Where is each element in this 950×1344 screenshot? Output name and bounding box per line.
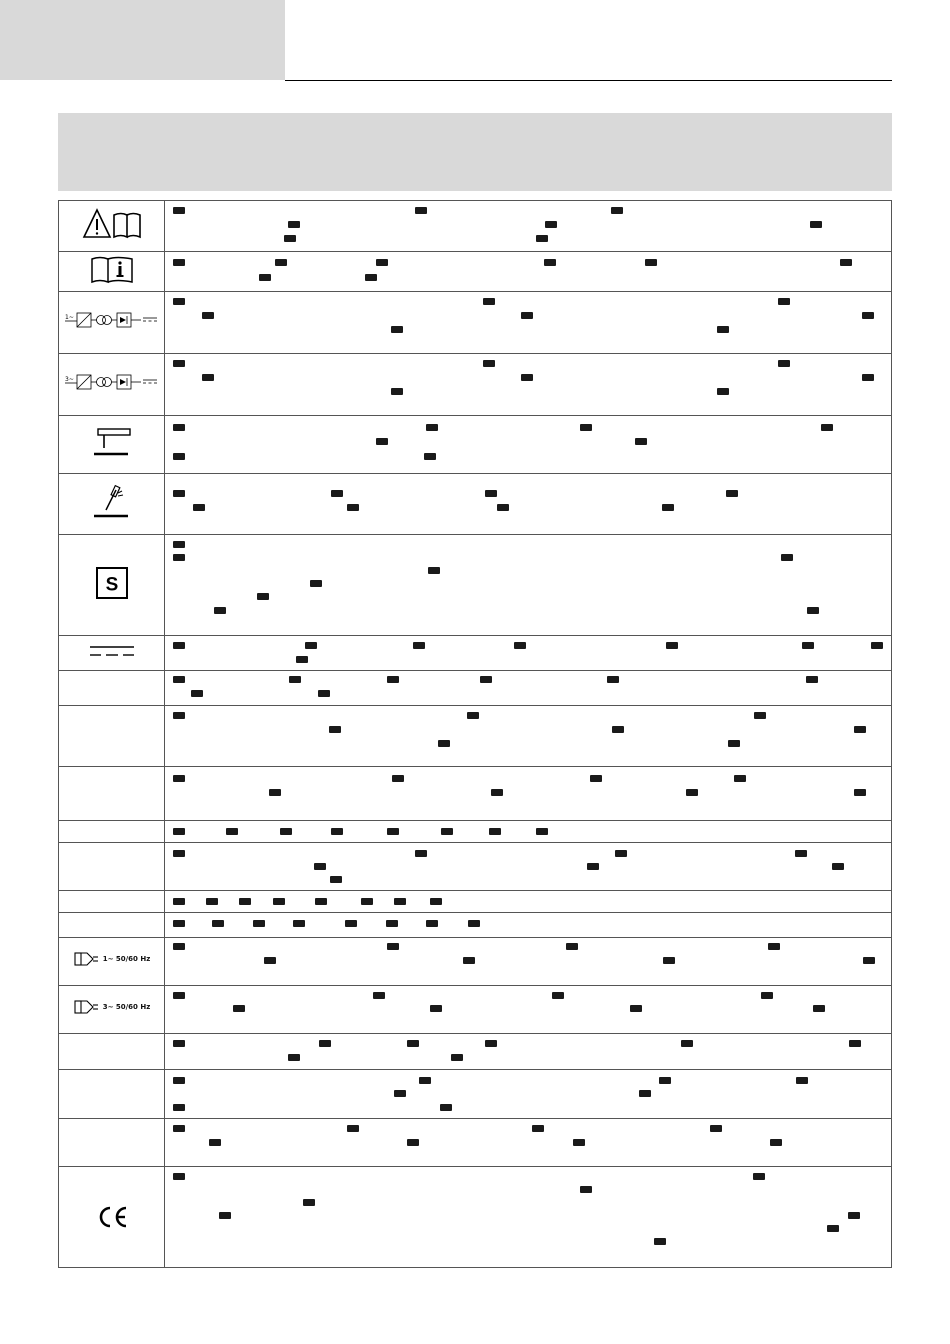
description-cell	[165, 1167, 892, 1268]
table-row	[59, 474, 892, 535]
description-cell	[165, 671, 892, 706]
redacted-mark	[681, 1040, 693, 1047]
symbol-cell	[59, 1167, 165, 1268]
redacted-mark	[173, 642, 185, 649]
redacted-mark	[173, 1173, 185, 1180]
symbol-cell	[59, 292, 165, 354]
description-cell	[165, 252, 892, 292]
redacted-mark	[781, 554, 793, 561]
description-cell	[165, 843, 892, 891]
redacted-mark	[407, 1139, 419, 1146]
symbol-cell	[59, 821, 165, 843]
plug-icon	[73, 997, 151, 1017]
warning-manual-icon	[82, 207, 142, 241]
redacted-mark	[214, 607, 226, 614]
symbol-cell	[59, 416, 165, 474]
redacted-mark	[394, 1090, 406, 1097]
symbol-cell	[59, 913, 165, 938]
redacted-mark	[848, 1212, 860, 1219]
table-row	[59, 891, 892, 913]
symbol-cell	[59, 201, 165, 252]
description-cell	[165, 292, 892, 354]
description-cell	[165, 938, 892, 986]
redacted-mark	[173, 898, 185, 905]
redacted-mark	[419, 1077, 431, 1084]
symbol-cell	[59, 706, 165, 767]
redacted-mark	[489, 828, 501, 835]
redacted-mark	[280, 828, 292, 835]
redacted-mark	[259, 274, 271, 281]
redacted-mark	[753, 1173, 765, 1180]
redacted-mark	[319, 1040, 331, 1047]
redacted-mark	[173, 850, 185, 857]
redacted-mark	[173, 992, 185, 999]
redacted-mark	[497, 504, 509, 511]
redacted-mark	[441, 828, 453, 835]
redacted-mark	[173, 453, 185, 460]
redacted-mark	[394, 898, 406, 905]
redacted-mark	[521, 312, 533, 319]
redacted-mark	[827, 1225, 839, 1232]
redacted-mark	[717, 388, 729, 395]
description-cell	[165, 535, 892, 636]
symbol-table	[58, 200, 892, 1268]
symbol-cell	[59, 891, 165, 913]
redacted-mark	[387, 676, 399, 683]
redacted-mark	[391, 326, 403, 333]
redacted-mark	[761, 992, 773, 999]
redacted-mark	[173, 541, 185, 548]
redacted-mark	[305, 642, 317, 649]
redacted-mark	[717, 326, 729, 333]
redacted-mark	[424, 453, 436, 460]
redacted-mark	[202, 312, 214, 319]
redacted-mark	[468, 920, 480, 927]
redacted-mark	[253, 920, 265, 927]
redacted-mark	[639, 1090, 651, 1097]
redacted-mark	[310, 580, 322, 587]
redacted-mark	[483, 298, 495, 305]
redacted-mark	[345, 920, 357, 927]
redacted-mark	[778, 298, 790, 305]
redacted-mark	[849, 1040, 861, 1047]
redacted-mark	[173, 1077, 185, 1084]
redacted-mark	[413, 642, 425, 649]
redacted-mark	[288, 1054, 300, 1061]
redacted-mark	[212, 920, 224, 927]
single-phase-inverter-icon	[65, 311, 159, 329]
redacted-mark	[536, 828, 548, 835]
table-row	[59, 706, 892, 767]
redacted-mark	[514, 642, 526, 649]
table-row	[59, 767, 892, 821]
table-row	[59, 821, 892, 843]
redacted-mark	[832, 863, 844, 870]
redacted-mark	[813, 1005, 825, 1012]
redacted-mark	[330, 876, 342, 883]
symbol-cell	[59, 1034, 165, 1070]
redacted-mark	[821, 424, 833, 431]
table-row	[59, 913, 892, 938]
redacted-mark	[662, 504, 674, 511]
redacted-mark	[871, 642, 883, 649]
symbol-cell	[59, 767, 165, 821]
description-cell	[165, 1034, 892, 1070]
description-cell	[165, 767, 892, 821]
redacted-mark	[173, 554, 185, 561]
redacted-mark	[273, 898, 285, 905]
redacted-mark	[659, 1077, 671, 1084]
redacted-mark	[415, 850, 427, 857]
redacted-mark	[173, 920, 185, 927]
redacted-mark	[415, 207, 427, 214]
redacted-mark	[768, 943, 780, 950]
redacted-mark	[331, 490, 343, 497]
redacted-mark	[645, 259, 657, 266]
redacted-mark	[480, 676, 492, 683]
redacted-mark	[361, 898, 373, 905]
symbol-cell	[59, 354, 165, 416]
redacted-mark	[173, 298, 185, 305]
redacted-mark	[206, 898, 218, 905]
description-cell	[165, 636, 892, 671]
description-cell	[165, 706, 892, 767]
redacted-mark	[303, 1199, 315, 1206]
redacted-mark	[219, 1212, 231, 1219]
symbol-cell	[59, 938, 165, 986]
description-cell	[165, 891, 892, 913]
table-row	[59, 671, 892, 706]
redacted-mark	[485, 1040, 497, 1047]
svg-text:S: S	[105, 574, 118, 595]
redacted-mark	[329, 726, 341, 733]
redacted-mark	[635, 438, 647, 445]
redacted-mark	[536, 235, 548, 242]
redacted-mark	[521, 374, 533, 381]
redacted-mark	[728, 740, 740, 747]
table-row	[59, 1070, 892, 1119]
table-row	[59, 292, 892, 354]
redacted-mark	[376, 259, 388, 266]
redacted-mark	[269, 789, 281, 796]
redacted-mark	[275, 259, 287, 266]
redacted-mark	[284, 235, 296, 242]
table-row	[59, 1167, 892, 1268]
description-cell	[165, 821, 892, 843]
redacted-mark	[590, 775, 602, 782]
description-cell	[165, 986, 892, 1034]
redacted-mark	[288, 221, 300, 228]
symbol-cell	[59, 252, 165, 292]
redacted-mark	[426, 424, 438, 431]
redacted-mark	[580, 424, 592, 431]
redacted-mark	[796, 1077, 808, 1084]
redacted-mark	[407, 1040, 419, 1047]
redacted-mark	[173, 712, 185, 719]
redacted-mark	[545, 221, 557, 228]
table-row	[59, 986, 892, 1034]
plug-label: 3~ 50/60 Hz	[102, 1003, 151, 1011]
symbol-cell	[59, 474, 165, 535]
table-row	[59, 1119, 892, 1167]
direct-current-icon	[88, 643, 136, 659]
redacted-mark	[612, 726, 624, 733]
redacted-mark	[293, 920, 305, 927]
redacted-mark	[566, 943, 578, 950]
redacted-mark	[573, 1139, 585, 1146]
redacted-mark	[173, 1125, 185, 1132]
redacted-mark	[726, 490, 738, 497]
redacted-mark	[173, 1104, 185, 1111]
description-cell	[165, 1119, 892, 1167]
redacted-mark	[193, 504, 205, 511]
section-tab	[0, 0, 285, 80]
redacted-mark	[778, 360, 790, 367]
table-row	[59, 354, 892, 416]
symbol-cell	[59, 671, 165, 706]
redacted-mark	[233, 1005, 245, 1012]
redacted-mark	[430, 1005, 442, 1012]
table-row	[59, 843, 892, 891]
table-row	[59, 1034, 892, 1070]
redacted-mark	[173, 943, 185, 950]
redacted-mark	[264, 957, 276, 964]
redacted-mark	[795, 850, 807, 857]
symbol-cell	[59, 986, 165, 1034]
description-cell	[165, 354, 892, 416]
redacted-mark	[257, 593, 269, 600]
redacted-mark	[392, 775, 404, 782]
redacted-mark	[173, 490, 185, 497]
redacted-mark	[289, 676, 301, 683]
redacted-mark	[483, 360, 495, 367]
redacted-mark	[552, 992, 564, 999]
redacted-mark	[387, 943, 399, 950]
svg-text:1~: 1~	[64, 314, 74, 321]
redacted-mark	[173, 828, 185, 835]
redacted-mark	[630, 1005, 642, 1012]
table-row	[59, 938, 892, 986]
redacted-mark	[173, 676, 185, 683]
redacted-mark	[315, 898, 327, 905]
tig-welding-icon	[90, 426, 134, 458]
redacted-mark	[373, 992, 385, 999]
redacted-mark	[802, 642, 814, 649]
redacted-mark	[770, 1139, 782, 1146]
redacted-mark	[386, 920, 398, 927]
info-manual-icon	[90, 254, 134, 284]
redacted-mark	[347, 1125, 359, 1132]
redacted-mark	[863, 957, 875, 964]
redacted-mark	[840, 259, 852, 266]
table-row	[59, 636, 892, 671]
redacted-mark	[430, 898, 442, 905]
description-cell	[165, 474, 892, 535]
symbol-cell	[59, 843, 165, 891]
redacted-mark	[467, 712, 479, 719]
redacted-mark	[544, 259, 556, 266]
redacted-mark	[485, 490, 497, 497]
symbol-cell	[59, 535, 165, 636]
redacted-mark	[173, 360, 185, 367]
table-row	[59, 416, 892, 474]
redacted-mark	[854, 726, 866, 733]
redacted-mark	[173, 1040, 185, 1047]
redacted-mark	[806, 676, 818, 683]
redacted-mark	[314, 863, 326, 870]
redacted-mark	[173, 259, 185, 266]
redacted-mark	[391, 388, 403, 395]
redacted-mark	[580, 1186, 592, 1193]
redacted-mark	[387, 828, 399, 835]
redacted-mark	[663, 957, 675, 964]
redacted-mark	[428, 567, 440, 574]
redacted-mark	[532, 1125, 544, 1132]
symbol-cell	[59, 1070, 165, 1119]
description-cell	[165, 416, 892, 474]
redacted-mark	[587, 863, 599, 870]
redacted-mark	[854, 789, 866, 796]
redacted-mark	[209, 1139, 221, 1146]
table-row	[59, 535, 892, 636]
redacted-mark	[426, 920, 438, 927]
ce-mark-icon	[59, 1205, 164, 1229]
table-row	[59, 252, 892, 292]
redacted-mark	[710, 1125, 722, 1132]
redacted-mark	[202, 374, 214, 381]
redacted-mark	[173, 207, 185, 214]
redacted-mark	[296, 656, 308, 663]
redacted-mark	[239, 898, 251, 905]
redacted-mark	[318, 690, 330, 697]
redacted-mark	[331, 828, 343, 835]
redacted-mark	[463, 957, 475, 964]
redacted-mark	[807, 607, 819, 614]
plug-label: 1~ 50/60 Hz	[102, 955, 151, 963]
description-cell	[165, 1070, 892, 1119]
svg-text:3~: 3~	[64, 376, 74, 383]
redacted-mark	[451, 1054, 463, 1061]
redacted-mark	[226, 828, 238, 835]
three-phase-inverter-icon	[65, 373, 159, 391]
plug-icon	[73, 949, 151, 969]
redacted-mark	[173, 424, 185, 431]
mma-electrode-icon	[90, 484, 134, 520]
redacted-mark	[666, 642, 678, 649]
redacted-mark	[491, 789, 503, 796]
redacted-mark	[862, 374, 874, 381]
redacted-mark	[440, 1104, 452, 1111]
redacted-mark	[615, 850, 627, 857]
redacted-mark	[347, 504, 359, 511]
table-row	[59, 201, 892, 252]
symbol-cell	[59, 636, 165, 671]
redacted-mark	[862, 312, 874, 319]
redacted-mark	[686, 789, 698, 796]
redacted-mark	[173, 775, 185, 782]
section-banner	[58, 113, 892, 191]
redacted-mark	[810, 221, 822, 228]
s-mark-icon	[95, 566, 129, 600]
redacted-mark	[734, 775, 746, 782]
redacted-mark	[754, 712, 766, 719]
redacted-mark	[376, 438, 388, 445]
symbol-cell	[59, 1119, 165, 1167]
description-cell	[165, 201, 892, 252]
redacted-mark	[191, 690, 203, 697]
description-cell	[165, 913, 892, 938]
redacted-mark	[654, 1238, 666, 1245]
redacted-mark	[611, 207, 623, 214]
redacted-mark	[438, 740, 450, 747]
header-rule	[285, 80, 892, 81]
redacted-mark	[365, 274, 377, 281]
redacted-mark	[607, 676, 619, 683]
